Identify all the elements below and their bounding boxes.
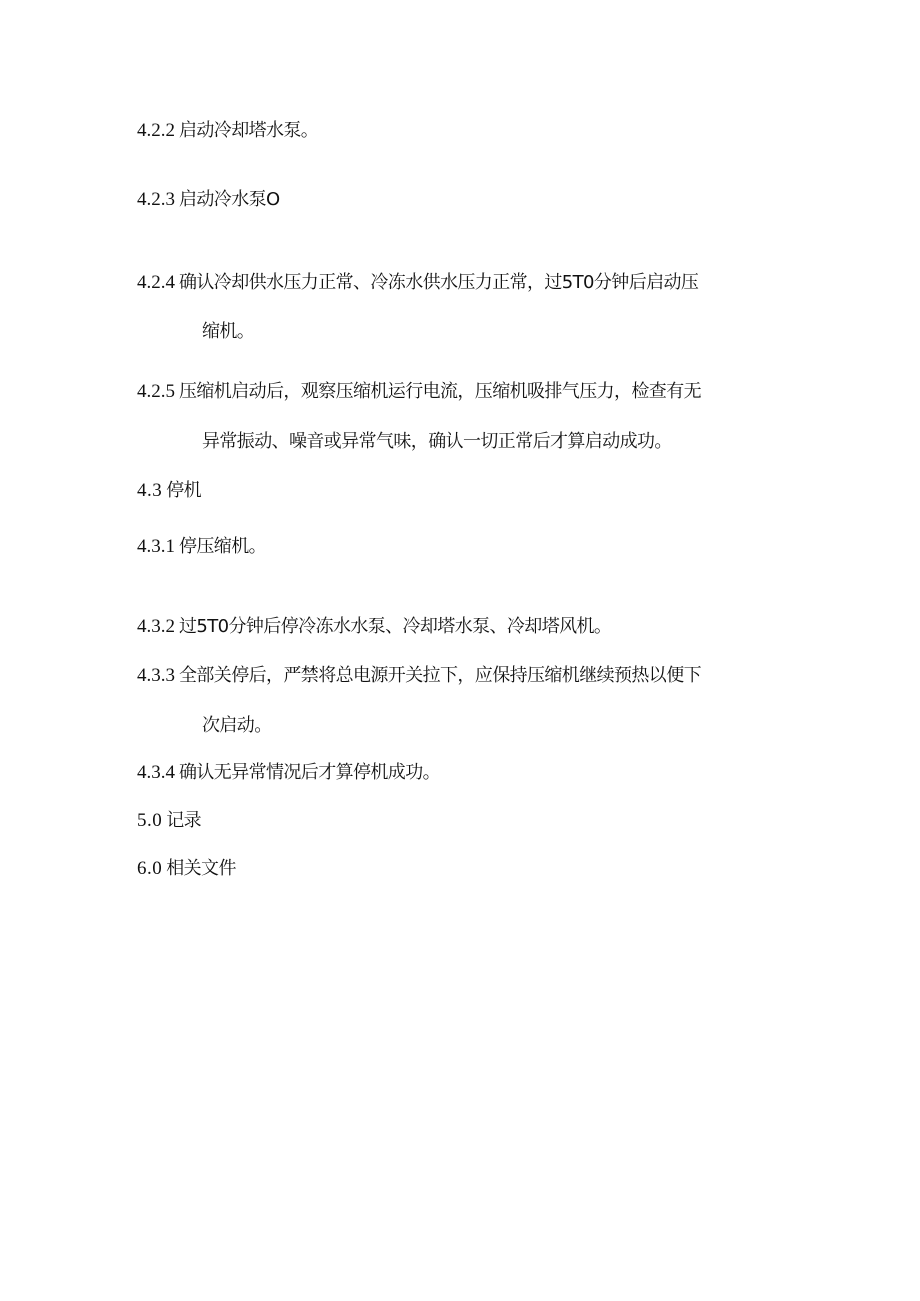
- section-4-2-4-continuation: [202, 319, 862, 344]
- section-number: 4.3.2: [137, 616, 175, 637]
- section-text: 启动冷却塔水泵。: [179, 120, 319, 141]
- section-4-2-5-continuation: [202, 429, 862, 454]
- section-number: 4.3.1: [137, 536, 175, 557]
- section-number: 4.3: [137, 480, 163, 501]
- section-4-2-2: [137, 118, 797, 143]
- section-text: 停压缩机。: [179, 536, 266, 557]
- section-text: 相关文件: [166, 858, 236, 879]
- section-4-2-4: [137, 270, 797, 295]
- section-6-0: [137, 856, 797, 881]
- section-4-3-2: [137, 614, 797, 639]
- section-4-2-3: [137, 187, 797, 212]
- section-text: 启动冷水泵O: [179, 189, 280, 210]
- section-text: 记录: [166, 810, 202, 831]
- section-number: 6.0: [137, 858, 163, 879]
- section-continuation-text: 缩机。: [202, 321, 255, 342]
- section-4-3: [137, 478, 797, 503]
- section-number: 4.2.4: [137, 272, 175, 293]
- section-continuation-text: 次启动。: [202, 715, 272, 736]
- section-4-2-5: [137, 379, 797, 404]
- section-4-3-4: [137, 760, 797, 785]
- section-text: 过5T0分钟后停冷冻水水泵、冷却塔水泵、冷却塔风机。: [179, 616, 612, 637]
- section-5-0: [137, 808, 797, 833]
- section-number: 4.2.2: [137, 120, 175, 141]
- section-number: 4.2.5: [137, 381, 175, 402]
- section-4-3-1: [137, 534, 797, 559]
- section-4-3-3-continuation: [202, 713, 862, 738]
- section-text: 确认无异常情况后才算停机成功。: [179, 762, 440, 783]
- section-4-3-3: [137, 663, 797, 688]
- section-number: 4.3.3: [137, 665, 175, 686]
- section-text: 全部关停后，严禁将总电源开关拉下，应保持压缩机继续预热以便下: [179, 665, 701, 686]
- section-number: 5.0: [137, 810, 163, 831]
- section-text: 停机: [166, 480, 202, 501]
- section-number: 4.3.4: [137, 762, 175, 783]
- section-text: 压缩机启动后，观察压缩机运行电流，压缩机吸排气压力，检查有无: [179, 381, 701, 402]
- section-text: 确认冷却供水压力正常、冷冻水供水压力正常，过5T0分钟后启动压: [179, 272, 699, 293]
- section-continuation-text: 异常振动、噪音或异常气味，确认一切正常后才算启动成功。: [202, 431, 672, 452]
- section-number: 4.2.3: [137, 189, 175, 210]
